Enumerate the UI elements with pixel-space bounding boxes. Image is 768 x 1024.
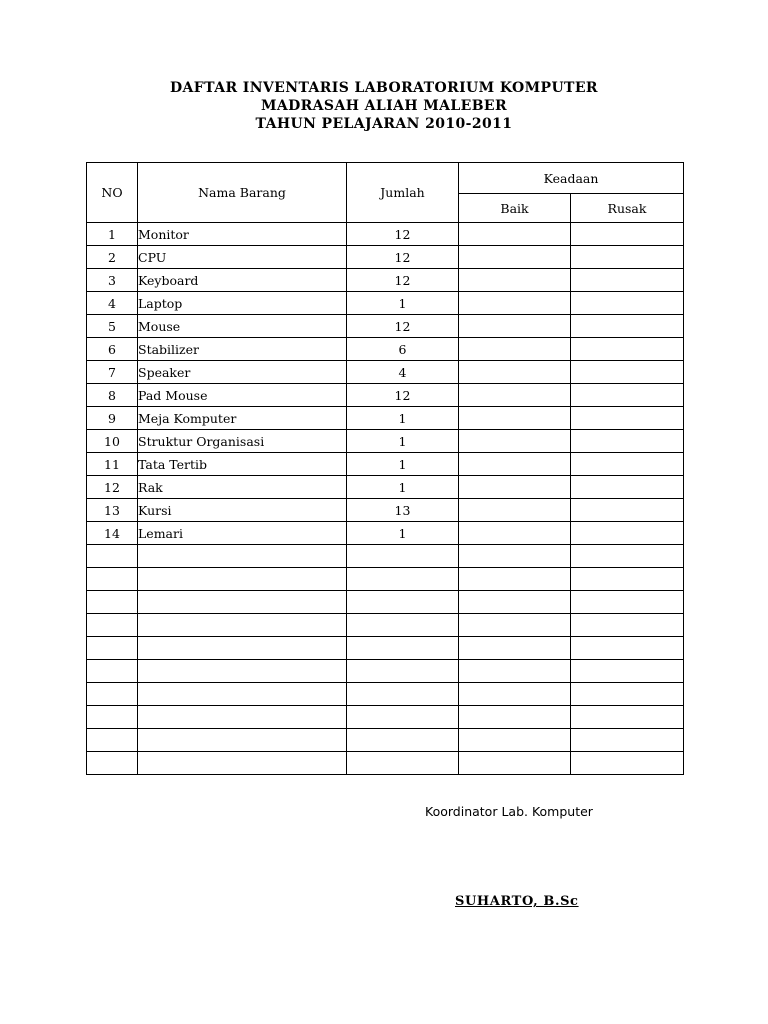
item-name-cell [138, 545, 347, 568]
row-number-cell: 3 [87, 269, 138, 292]
quantity-cell [347, 614, 459, 637]
table-row [87, 660, 684, 683]
row-number-cell [87, 614, 138, 637]
quantity-cell [347, 729, 459, 752]
school-name: MADRASAH ALIAH MALEBER [260, 98, 508, 114]
quantity-cell: 12 [347, 384, 459, 407]
table-row [87, 706, 684, 729]
quantity-cell: 13 [347, 499, 459, 522]
row-number-cell: 1 [87, 223, 138, 246]
signatory-name: SUHARTO, B.Sc [455, 894, 579, 909]
item-name-cell [138, 660, 347, 683]
item-name-cell [138, 683, 347, 706]
row-number-cell [87, 706, 138, 729]
row-number-cell: 8 [87, 384, 138, 407]
table-row [87, 407, 684, 430]
item-name-cell: Laptop [138, 292, 347, 315]
good-cell [459, 269, 571, 292]
row-number-cell: 12 [87, 476, 138, 499]
item-name-cell [138, 568, 347, 591]
broken-cell [571, 430, 684, 453]
header-good: Baik [459, 194, 571, 223]
item-name-cell: Pad Mouse [138, 384, 347, 407]
row-number-cell: 9 [87, 407, 138, 430]
quantity-cell: 1 [347, 407, 459, 430]
broken-cell [571, 637, 684, 660]
document-title: DAFTAR INVENTARIS LABORATORIUM KOMPUTER [170, 80, 598, 96]
item-name-cell [138, 729, 347, 752]
broken-cell [571, 269, 684, 292]
table-row [87, 453, 684, 476]
good-cell [459, 568, 571, 591]
header-condition: Keadaan [459, 163, 684, 194]
broken-cell [571, 338, 684, 361]
good-cell [459, 476, 571, 499]
quantity-cell [347, 683, 459, 706]
row-number-cell [87, 637, 138, 660]
item-name-cell [138, 591, 347, 614]
quantity-cell [347, 706, 459, 729]
broken-cell [571, 683, 684, 706]
quantity-cell: 4 [347, 361, 459, 384]
row-number-cell [87, 591, 138, 614]
good-cell [459, 292, 571, 315]
table-row [87, 637, 684, 660]
quantity-cell: 12 [347, 315, 459, 338]
item-name-cell [138, 637, 347, 660]
good-cell [459, 453, 571, 476]
broken-cell [571, 706, 684, 729]
broken-cell [571, 752, 684, 775]
broken-cell [571, 660, 684, 683]
quantity-cell [347, 637, 459, 660]
row-number-cell: 10 [87, 430, 138, 453]
good-cell [459, 752, 571, 775]
broken-cell [571, 246, 684, 269]
good-cell [459, 246, 571, 269]
row-number-cell [87, 545, 138, 568]
broken-cell [571, 591, 684, 614]
broken-cell [571, 453, 684, 476]
good-cell [459, 384, 571, 407]
row-number-cell: 4 [87, 292, 138, 315]
good-cell [459, 315, 571, 338]
table-row [87, 752, 684, 775]
broken-cell [571, 614, 684, 637]
broken-cell [571, 292, 684, 315]
table-row [87, 499, 684, 522]
good-cell [459, 522, 571, 545]
good-cell [459, 729, 571, 752]
table-row [87, 522, 684, 545]
quantity-cell: 6 [347, 338, 459, 361]
good-cell [459, 660, 571, 683]
row-number-cell [87, 729, 138, 752]
item-name-cell [138, 752, 347, 775]
quantity-cell: 1 [347, 453, 459, 476]
table-row [87, 292, 684, 315]
broken-cell [571, 545, 684, 568]
quantity-cell: 12 [347, 269, 459, 292]
item-name-cell: CPU [138, 246, 347, 269]
row-number-cell: 7 [87, 361, 138, 384]
table-row [87, 614, 684, 637]
quantity-cell: 1 [347, 476, 459, 499]
good-cell [459, 591, 571, 614]
table-row [87, 476, 684, 499]
table-row [87, 430, 684, 453]
item-name-cell: Kursi [138, 499, 347, 522]
row-number-cell: 5 [87, 315, 138, 338]
broken-cell [571, 315, 684, 338]
good-cell [459, 407, 571, 430]
table-row [87, 361, 684, 384]
inventory-table [86, 162, 684, 775]
broken-cell [571, 499, 684, 522]
good-cell [459, 499, 571, 522]
row-number-cell: 13 [87, 499, 138, 522]
quantity-cell: 1 [347, 522, 459, 545]
academic-year: TAHUN PELAJARAN 2010-2011 [255, 116, 513, 132]
good-cell [459, 637, 571, 660]
header-broken: Rusak [571, 194, 684, 223]
table-row [87, 384, 684, 407]
row-number-cell [87, 660, 138, 683]
row-number-cell: 14 [87, 522, 138, 545]
table-body [87, 223, 684, 775]
row-number-cell [87, 752, 138, 775]
good-cell [459, 223, 571, 246]
table-row [87, 729, 684, 752]
table-row [87, 545, 684, 568]
broken-cell [571, 407, 684, 430]
good-cell [459, 338, 571, 361]
good-cell [459, 614, 571, 637]
item-name-cell: Keyboard [138, 269, 347, 292]
table-row [87, 338, 684, 361]
item-name-cell: Struktur Organisasi [138, 430, 347, 453]
item-name-cell: Speaker [138, 361, 347, 384]
item-name-cell [138, 614, 347, 637]
coordinator-label: Koordinator Lab. Komputer [425, 804, 593, 819]
row-number-cell: 6 [87, 338, 138, 361]
item-name-cell: Rak [138, 476, 347, 499]
item-name-cell: Tata Tertib [138, 453, 347, 476]
table-row [87, 591, 684, 614]
quantity-cell [347, 568, 459, 591]
item-name-cell [138, 706, 347, 729]
header-no: NO [87, 163, 138, 223]
table-row [87, 269, 684, 292]
quantity-cell [347, 660, 459, 683]
broken-cell [571, 729, 684, 752]
header-quantity: Jumlah [347, 163, 459, 223]
good-cell [459, 706, 571, 729]
good-cell [459, 683, 571, 706]
item-name-cell: Monitor [138, 223, 347, 246]
quantity-cell [347, 752, 459, 775]
row-number-cell: 2 [87, 246, 138, 269]
row-number-cell: 11 [87, 453, 138, 476]
item-name-cell: Lemari [138, 522, 347, 545]
header-item-name: Nama Barang [138, 163, 347, 223]
row-number-cell [87, 683, 138, 706]
broken-cell [571, 223, 684, 246]
table-row [87, 223, 684, 246]
broken-cell [571, 361, 684, 384]
table-row [87, 568, 684, 591]
table-row [87, 246, 684, 269]
quantity-cell: 1 [347, 292, 459, 315]
good-cell [459, 361, 571, 384]
broken-cell [571, 384, 684, 407]
table-row [87, 315, 684, 338]
good-cell [459, 545, 571, 568]
quantity-cell: 1 [347, 430, 459, 453]
item-name-cell: Meja Komputer [138, 407, 347, 430]
row-number-cell [87, 568, 138, 591]
broken-cell [571, 476, 684, 499]
broken-cell [571, 522, 684, 545]
table-row [87, 683, 684, 706]
item-name-cell: Stabilizer [138, 338, 347, 361]
quantity-cell: 12 [347, 246, 459, 269]
good-cell [459, 430, 571, 453]
quantity-cell [347, 591, 459, 614]
broken-cell [571, 568, 684, 591]
item-name-cell: Mouse [138, 315, 347, 338]
quantity-cell: 12 [347, 223, 459, 246]
quantity-cell [347, 545, 459, 568]
